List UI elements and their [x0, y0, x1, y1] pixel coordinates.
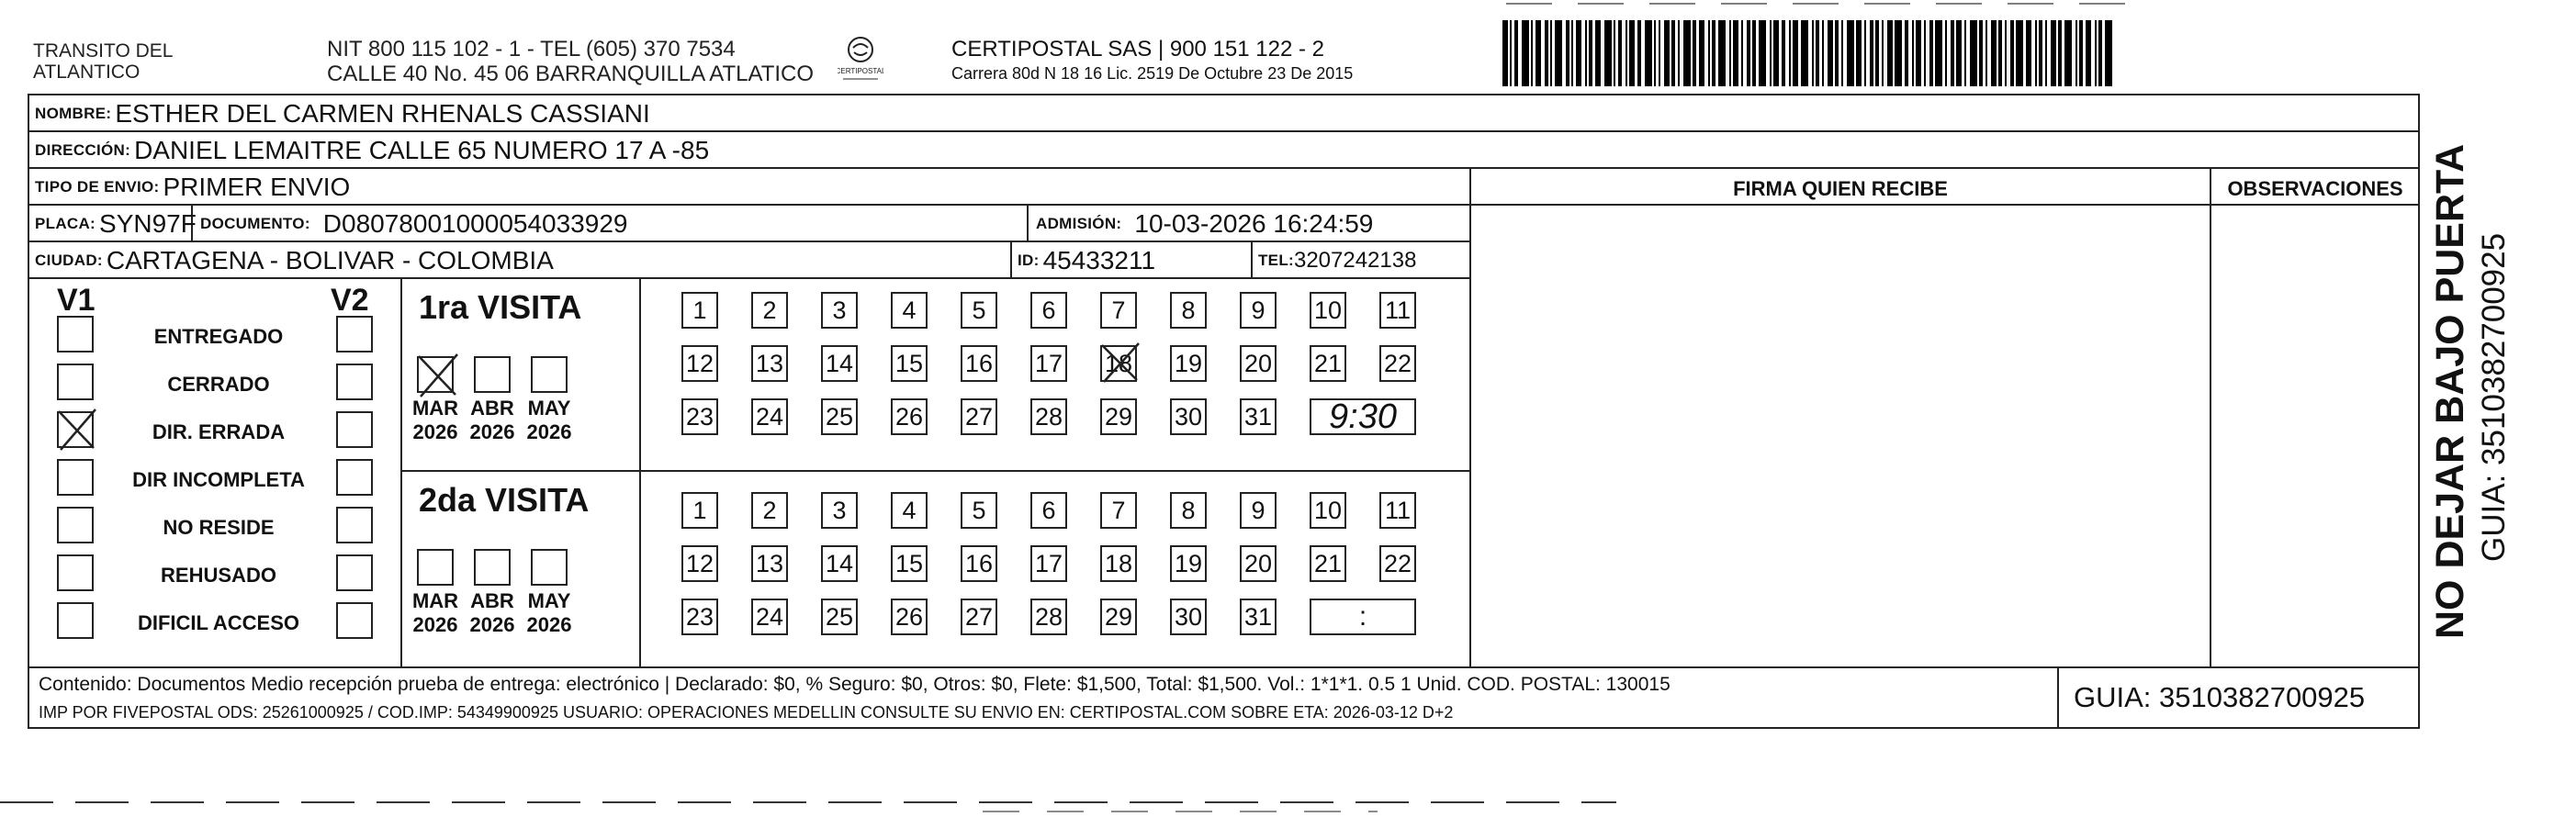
day-box[interactable]: 26 [891, 398, 928, 435]
barcode-bar [2095, 20, 2097, 86]
v2-checkbox[interactable] [336, 316, 373, 353]
barcode-bar [1747, 20, 1750, 86]
day-box[interactable]: 28 [1030, 398, 1067, 435]
observaciones-heading: OBSERVACIONES [2227, 177, 2403, 200]
hand-mark-icon [415, 353, 461, 398]
no-dejar-bajo-puerta: NO DEJAR BAJO PUERTA [2428, 143, 2472, 639]
barcode-bar [1812, 20, 1814, 86]
documento-field: DOCUMENTO: D08078001000054033929 [200, 208, 628, 238]
status-reason-label: CERRADO [167, 373, 270, 396]
barcode-bar [1964, 20, 1966, 86]
day-box[interactable]: 9 [1240, 292, 1277, 329]
day-box[interactable]: 16 [961, 345, 997, 382]
barcode-bar [2079, 20, 2083, 86]
certipostal-logo [838, 35, 883, 84]
svg-text:CERTIPOSTAL: CERTIPOSTAL [838, 67, 883, 75]
barcode-bar [1585, 20, 1587, 86]
v2-checkbox[interactable] [336, 364, 373, 400]
tel-field: TEL: 3207242138 [1258, 247, 1417, 273]
nombre-row: NOMBRE: ESTHER DEL CARMEN RHENALS CASSIANI [35, 98, 650, 128]
barcode-bar [1945, 20, 1947, 86]
barcode-bar [1522, 20, 1529, 86]
barcode-bar [1671, 20, 1675, 86]
barcode-bar [2016, 20, 2023, 86]
barcode-bar [2045, 20, 2047, 86]
barcode-bar [1664, 20, 1670, 86]
barcode-bar [1752, 20, 1756, 86]
barcode-bar [1683, 20, 1691, 86]
barcode-bar [1998, 20, 2002, 86]
v1-checkbox[interactable] [57, 316, 94, 353]
barcode-bar [2010, 20, 2014, 86]
v1-checkbox[interactable] [57, 507, 94, 543]
barcode-bar [2058, 20, 2062, 86]
v1-checkbox[interactable] [57, 364, 94, 400]
month-checkbox[interactable] [531, 549, 568, 586]
barcode-bar [2086, 20, 2091, 86]
ciudad-field: CIUDAD: CARTAGENA - BOLIVAR - COLOMBIA [35, 245, 554, 274]
status-reason-label: DIR. ERRADA [152, 420, 286, 443]
month-checkbox[interactable] [417, 356, 454, 393]
barcode-bar [1991, 20, 1997, 86]
v1-checkbox[interactable] [57, 411, 94, 448]
v2-checkbox[interactable] [336, 459, 373, 496]
barcode-bar [1816, 20, 1819, 86]
status-reason-label: ENTREGADO [153, 325, 284, 348]
first-visit-title: 1ra VISITA [419, 288, 582, 326]
day-box[interactable]: 7 [1100, 292, 1137, 329]
sender-contact: NIT 800 115 102 - 1 - TEL (605) 370 7534 CALLE 40 No. 45 06 BARRANQUILLA ATLATICO [327, 37, 815, 86]
barcode-bar [1895, 20, 1902, 86]
barcode-bar [1555, 20, 1562, 86]
admision-field: ADMISIÓN: 10-03-2026 16:24:59 [1036, 208, 1374, 238]
guia-footer: GUIA: 3510382700925 [2074, 681, 2366, 713]
barcode-bar [1912, 20, 1914, 86]
v2-label: V2 [331, 283, 369, 318]
month-label: MAR 2026 [411, 589, 459, 636]
tipo-envio-value: PRIMER ENVIO [163, 172, 351, 201]
day-box[interactable]: 10 [1310, 492, 1346, 529]
barcode-bar [1741, 20, 1743, 86]
barcode-bar [1678, 20, 1680, 86]
day-box[interactable]: 4 [891, 492, 928, 529]
day-box[interactable]: 29 [1100, 599, 1137, 635]
barcode-bar [1625, 20, 1627, 86]
barcode-bar [2035, 20, 2037, 86]
barcode-bar [2051, 20, 2056, 86]
barcode-bar [1970, 20, 1977, 86]
barcode-bar [1645, 20, 1652, 86]
barcode-bar [1729, 20, 1731, 86]
barcode-bar [1604, 20, 1612, 86]
content-summary: Contenido: Documentos Medio recepción prueba de entrega: electrónico | Declarado: $0, % Seguro: $0, Otros: $0, Flete: $1,500, Total: $1,500. Vol.: 1*1*1. 0.5 1 Unid. COD. POSTAL: 130015 [39, 674, 1670, 695]
barcode-bar [1629, 20, 1635, 86]
day-box[interactable]: 5 [961, 492, 997, 529]
month-label: ABR 2026 [469, 397, 515, 443]
barcode-bar [1847, 20, 1854, 86]
direccion-value: DANIEL LEMAITRE CALLE 65 NUMERO 17 A -85 [134, 135, 710, 164]
barcode-bar [1589, 20, 1592, 86]
day-box[interactable]: 16 [961, 545, 997, 582]
barcode-bar [1935, 20, 1942, 86]
day-box[interactable]: 3 [821, 292, 858, 329]
sender-name: TRANSITO DEL ATLANTICO [33, 40, 174, 83]
barcode-bar [1550, 20, 1552, 86]
month-checkbox[interactable] [417, 549, 454, 586]
barcode-bar [1856, 20, 1862, 86]
barcode-bar [2026, 20, 2031, 86]
month-label: ABR 2026 [469, 589, 515, 636]
day-box[interactable]: 15 [891, 345, 928, 382]
barcode-bar [1571, 20, 1573, 86]
barcode-bar [1882, 20, 1884, 86]
status-reason-label: NO RESIDE [163, 516, 275, 539]
barcode-bar [1699, 20, 1704, 86]
status-reason-label: DIFICIL ACCESO [137, 611, 299, 634]
day-box[interactable]: 7 [1100, 492, 1137, 529]
day-box[interactable]: 25 [821, 599, 858, 635]
day-box[interactable]: 22 [1379, 345, 1416, 382]
barcode-bar [1956, 20, 1962, 86]
barcode-bar [1545, 20, 1548, 86]
barcode-bar [1828, 20, 1833, 86]
barcode-bar [1905, 20, 1908, 86]
barcode-bar [1822, 20, 1824, 86]
barcode-bar [1773, 20, 1779, 86]
id-field: ID: 45433211 [1018, 245, 1156, 274]
barcode-bar [1514, 20, 1518, 86]
day-box[interactable]: 17 [1030, 545, 1067, 582]
day-box[interactable]: 23 [681, 599, 718, 635]
day-box[interactable]: 13 [751, 545, 788, 582]
barcode-bar [1576, 20, 1581, 86]
day-box[interactable]: 4 [891, 292, 928, 329]
barcode-bar [1595, 20, 1601, 86]
barcode-bar [1770, 20, 1772, 86]
barcode-bar [1924, 20, 1926, 86]
day-box[interactable]: 21 [1310, 345, 1346, 382]
v1-checkbox[interactable] [57, 459, 94, 496]
barcode-bar [1510, 20, 1512, 86]
day-box[interactable]: 19 [1170, 345, 1207, 382]
day-box[interactable]: 25 [821, 398, 858, 435]
barcode-bar [1718, 20, 1726, 86]
day-box[interactable]: 2 [751, 292, 788, 329]
observations-area[interactable] [2211, 206, 2419, 666]
print-info: IMP POR FIVEPOSTAL ODS: 25261000925 / COD.IMP: 54349900925 USUARIO: OPERACIONES MEDELLIN CONSULTE SU ENVIO EN: CERTIPOSTAL.COM SOBRE ETA: 2026-03-12 D+2 [39, 703, 1454, 722]
month-checkbox[interactable] [474, 356, 511, 393]
barcode-bar [1789, 20, 1791, 86]
second-visit-title: 2da VISITA [419, 481, 590, 519]
day-box[interactable]: 26 [891, 599, 928, 635]
day-box[interactable]: 20 [1240, 545, 1277, 582]
day-box[interactable]: 17 [1030, 345, 1067, 382]
day-box[interactable]: 3 [821, 492, 858, 529]
day-box[interactable]: 18 [1100, 345, 1137, 382]
barcode-bar [1618, 20, 1622, 86]
day-box[interactable]: 13 [751, 345, 788, 382]
barcode-bar [1733, 20, 1738, 86]
day-box[interactable]: 24 [751, 599, 788, 635]
v2-checkbox[interactable] [336, 602, 373, 639]
day-box[interactable]: 12 [681, 545, 718, 582]
day-box[interactable]: 24 [751, 398, 788, 435]
barcode-bar [1793, 20, 1798, 86]
barcode-bar [1759, 20, 1766, 86]
placa-field: PLACA: SYN97F [35, 208, 197, 238]
barcode-bar [2098, 20, 2102, 86]
day-box[interactable]: 27 [961, 599, 997, 635]
barcode-bar [1985, 20, 1987, 86]
barcode-bar [1979, 20, 1983, 86]
barcode [1502, 20, 2228, 86]
day-box[interactable]: 5 [961, 292, 997, 329]
barcode-bar [2105, 20, 2112, 86]
barcode-bar [1835, 20, 1839, 86]
barcode-bar [1870, 20, 1873, 86]
barcode-bar [1654, 20, 1656, 86]
day-box[interactable]: 29 [1100, 398, 1137, 435]
barcode-bar [1566, 20, 1569, 86]
v1-checkbox[interactable] [57, 554, 94, 591]
day-box[interactable]: 15 [891, 545, 928, 582]
month-label: MAY 2026 [526, 397, 572, 443]
day-box[interactable]: 28 [1030, 599, 1067, 635]
time-box[interactable]: : [1310, 599, 1416, 635]
v2-checkbox[interactable] [336, 411, 373, 448]
day-box[interactable]: 12 [681, 345, 718, 382]
barcode-bar [1875, 20, 1879, 86]
nombre-value: ESTHER DEL CARMEN RHENALS CASSIANI [115, 98, 650, 128]
barcode-bar [1659, 20, 1660, 86]
day-box[interactable]: 19 [1170, 545, 1207, 582]
status-reason-label: REHUSADO [161, 564, 276, 587]
day-box[interactable]: 14 [821, 345, 858, 382]
barcode-bar [1916, 20, 1921, 86]
hand-mark-icon [55, 408, 99, 452]
month-checkbox[interactable] [474, 549, 511, 586]
barcode-bar [1841, 20, 1843, 86]
perforation-edge [0, 782, 2576, 817]
day-box[interactable]: 27 [961, 398, 997, 435]
barcode-bar [1864, 20, 1866, 86]
day-box[interactable]: 8 [1170, 492, 1207, 529]
top-edge [1506, 0, 2149, 9]
barcode-bar [1693, 20, 1696, 86]
tipo-envio-row: TIPO DE ENVIO: PRIMER ENVIO [35, 172, 351, 201]
day-box[interactable]: 14 [821, 545, 858, 582]
barcode-bar [1502, 20, 1508, 86]
barcode-bar [1929, 20, 1933, 86]
barcode-bar [1782, 20, 1785, 86]
month-checkbox[interactable] [531, 356, 568, 393]
month-label: MAR 2026 [411, 397, 459, 443]
firma-heading: FIRMA QUIEN RECIBE [1733, 177, 1948, 200]
day-box[interactable]: 10 [1310, 292, 1346, 329]
day-box[interactable]: 30 [1170, 599, 1207, 635]
barcode-bar [2005, 20, 2007, 86]
barcode-bar [1708, 20, 1710, 86]
barcode-bar [1887, 20, 1893, 86]
day-box[interactable]: 31 [1240, 398, 1277, 435]
day-box[interactable]: 1 [681, 492, 718, 529]
day-box[interactable]: 8 [1170, 292, 1207, 329]
hand-mark-icon [1098, 341, 1142, 384]
v1-label: V1 [57, 283, 96, 318]
day-box[interactable]: 9 [1240, 492, 1277, 529]
day-box[interactable]: 22 [1379, 545, 1416, 582]
barcode-bar [1951, 20, 1954, 86]
barcode-bar [2039, 20, 2042, 86]
day-box[interactable]: 11 [1379, 292, 1416, 329]
direccion-row: DIRECCIÓN: DANIEL LEMAITRE CALLE 65 NUMERO 17 A -85 [35, 135, 710, 164]
day-box[interactable]: 20 [1240, 345, 1277, 382]
status-reason-label: DIR INCOMPLETA [132, 468, 305, 491]
courier-info: CERTIPOSTAL SAS | 900 151 122 - 2 Carrera 80d N 18 16 Lic. 2519 De Octubre 23 De 2015 [951, 37, 1354, 83]
day-box[interactable]: 18 [1100, 545, 1137, 582]
v2-checkbox[interactable] [336, 554, 373, 591]
month-label: MAY 2026 [526, 589, 572, 636]
day-box[interactable]: 2 [751, 492, 788, 529]
barcode-bar [1614, 20, 1615, 86]
day-box[interactable]: 21 [1310, 545, 1346, 582]
signature-area[interactable] [1471, 206, 2210, 666]
barcode-bar [1801, 20, 1808, 86]
barcode-bar [1531, 20, 1533, 86]
day-box[interactable]: 23 [681, 398, 718, 435]
time-box[interactable]: 9:30 [1310, 398, 1416, 435]
barcode-bar [2075, 20, 2077, 86]
v2-checkbox[interactable] [336, 507, 373, 543]
barcode-bar [2064, 20, 2072, 86]
barcode-bar [1712, 20, 1715, 86]
day-box[interactable]: 30 [1170, 398, 1207, 435]
day-box[interactable]: 6 [1030, 292, 1067, 329]
barcode-bar [1637, 20, 1641, 86]
barcode-bar [1535, 20, 1541, 86]
day-box[interactable]: 6 [1030, 492, 1067, 529]
v1-checkbox[interactable] [57, 602, 94, 639]
day-box[interactable]: 31 [1240, 599, 1277, 635]
day-box[interactable]: 11 [1379, 492, 1416, 529]
day-box[interactable]: 1 [681, 292, 718, 329]
guia-side: GUIA: 3510382700925 [2476, 232, 2512, 562]
